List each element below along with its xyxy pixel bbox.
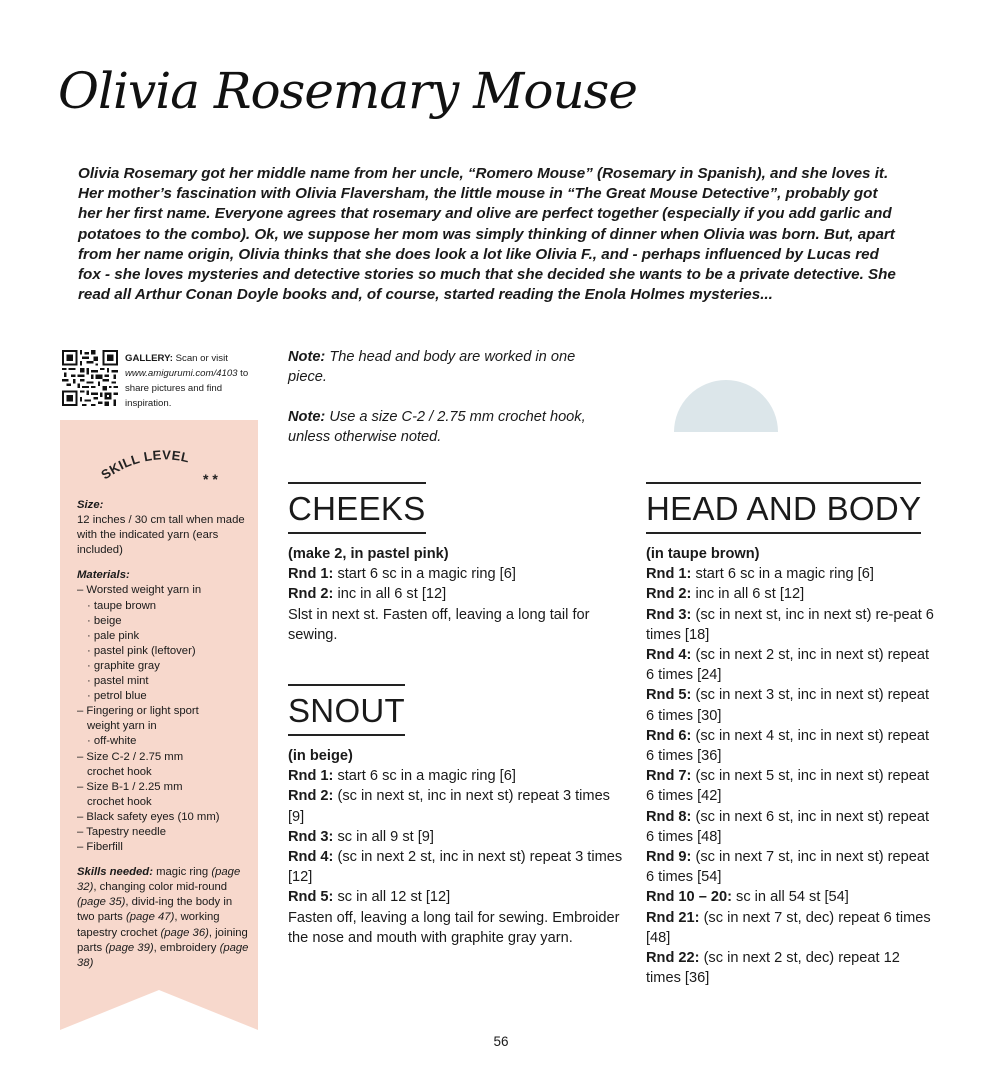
note-text: Use a size C-2 / 2.75 mm crochet hook, unless otherwise noted.: [288, 409, 586, 445]
round-label: Rnd 2:: [288, 788, 334, 805]
list-item: crochet hook: [87, 765, 152, 778]
round-text: (sc in next 6 st, inc in next st) repeat 6 times [48]: [646, 808, 930, 845]
list-item: – Worsted weight yarn in: [77, 584, 202, 597]
list-item: [646, 908, 936, 948]
round-label: Rnd 2:: [288, 586, 334, 603]
list-item: [646, 887, 936, 907]
round-label: Rnd 4:: [288, 849, 334, 866]
list-item: [646, 948, 936, 988]
snout-section: [288, 684, 628, 948]
list-item: crochet hook: [87, 795, 152, 808]
list-item: [646, 807, 936, 847]
round-label: Rnd 6:: [646, 727, 692, 744]
round-label: Rnd 3:: [288, 828, 334, 845]
skills-text: , embroidery: [153, 941, 220, 954]
round-label: Rnd 3:: [646, 606, 692, 623]
materials-label: Materials:: [77, 569, 130, 582]
notes: [288, 347, 608, 467]
round-text: sc in all 54 st [54]: [731, 889, 849, 906]
gallery-text-2: to share pictures and find inspiration.: [125, 368, 249, 409]
gallery-note: [125, 351, 260, 411]
size-text: 12 inches / 30 cm tall when made with the indicated yarn (ears included): [77, 514, 245, 557]
round-text: sc in all 9 st [9]: [333, 828, 434, 845]
list-item: [646, 584, 936, 604]
skills-label: Skills needed:: [77, 866, 153, 879]
list-item: – Size B-1 / 2.25 mm: [77, 780, 183, 793]
round-text: inc in all 6 st [12]: [691, 586, 805, 603]
gallery-url: www.amigurumi.com/4103: [125, 368, 238, 379]
intro-paragraph: Olivia Rosemary got her middle name from her uncle, “Romero Mouse” (Rosemary in Spanish), and she loves it. Her mother’s fascination with Olivia Flaversham, the little mouse in “The Great Mouse Detective”, probably got her her first name. Everyone agrees that rosemary and olive are perfect together (especially if you add garlic and potatoes to the combo). Ok, we suppose her mom was simply thinking of dinner when Olivia was born. But, apart from her name origin, Olivia thinks that she does look a lot like Olivia F., and - perhaps influenced by Lucas red fox - she loves mysteries and detective stories so much that she decided she wants to be a private detective. She read all Arthur Conan Doyle books and, of course, started reading the Enola Holmes mysteries...: [78, 165, 896, 304]
round-text: (sc in next 2 st, inc in next st) repeat 6 times [24]: [646, 647, 930, 684]
round-label: Rnd 10 – 20:: [646, 889, 732, 906]
page-ref: (page 47): [125, 911, 175, 924]
round-label: Rnd 2:: [646, 586, 692, 603]
skills-text: magic ring: [152, 866, 212, 879]
round-label: Rnd 9:: [646, 849, 692, 866]
svg-text:SKILL LEVEL: [98, 447, 191, 482]
gallery-label: GALLERY:: [125, 353, 173, 364]
round-text: (sc in next st, inc in next st) re-peat 6 times [18]: [646, 606, 934, 643]
round-label: Rnd 1:: [288, 768, 334, 785]
list-item: [288, 887, 628, 907]
round-text: (sc in next 5 st, inc in next st) repeat 6 times [42]: [646, 768, 930, 805]
list-item: [288, 584, 628, 604]
skills-needed: [77, 865, 252, 971]
size-label: Size:: [77, 499, 104, 511]
list-item: · pastel pink (leftover): [87, 644, 196, 657]
head-body-heading: HEAD AND BODY: [646, 482, 921, 534]
page-ref: (page 39): [105, 941, 154, 954]
list-item: · pale pink: [87, 629, 140, 642]
materials-list: [77, 583, 252, 855]
skill-stars: * *: [203, 471, 218, 487]
list-item: · pastel mint: [87, 675, 149, 688]
skills-text: , joining parts: [77, 926, 248, 954]
skills-text: , divid-ing the body in two parts: [77, 896, 233, 924]
list-item: – Size C-2 / 2.75 mm: [77, 750, 184, 763]
round-text: Fasten off, leaving a long tail for sewing. Embroider the nose and mouth with graphite gray yarn.: [288, 909, 620, 946]
list-item: [288, 564, 628, 584]
round-text: start 6 sc in a magic ring [6]: [333, 768, 516, 785]
note-label: Note:: [288, 349, 326, 365]
skills-text: , changing color mid-round: [93, 881, 228, 894]
skill-level-label: SKILL LEVEL: [98, 447, 192, 483]
head-body-section: [646, 482, 936, 988]
note-text: The head and body are worked in one piece.: [288, 349, 576, 385]
list-item: [288, 605, 628, 645]
round-label: Rnd 7:: [646, 768, 692, 785]
sidebar-info: [77, 498, 252, 971]
round-label: Rnd 1:: [646, 566, 692, 583]
page-ref: (page 36): [160, 926, 209, 939]
page-ref: (page 35): [77, 896, 126, 909]
round-text: (sc in next 3 st, inc in next st) repeat 6 times [30]: [646, 687, 930, 724]
snout-subtitle: (in beige): [288, 748, 353, 764]
list-item: [288, 766, 628, 786]
round-label: Rnd 4:: [646, 647, 692, 664]
list-item: [646, 564, 936, 584]
list-item: – Black safety eyes (10 mm): [77, 810, 220, 823]
round-label: Rnd 1:: [288, 566, 334, 583]
cheeks-subtitle: (make 2, in pastel pink): [288, 546, 449, 562]
list-item: · off-white: [87, 735, 137, 748]
gallery-text: Scan or visit: [172, 353, 228, 364]
round-text: inc in all 6 st [12]: [333, 586, 447, 603]
list-item: · graphite gray: [87, 659, 160, 672]
skill-level-badge: [95, 438, 235, 488]
round-label: Rnd 5:: [288, 889, 334, 906]
list-item: – Fingering or light sport: [77, 705, 199, 718]
round-text: (sc in next 2 st, inc in next st) repeat 3 times [12]: [288, 849, 623, 886]
list-item: weight yarn in: [87, 720, 157, 733]
skills-text: , working tapestry crochet: [77, 911, 220, 939]
list-item: [646, 847, 936, 887]
round-label: Rnd 22:: [646, 950, 700, 967]
decorative-semicircle: [674, 378, 778, 432]
round-label: Rnd 8:: [646, 808, 692, 825]
list-item: [288, 786, 628, 826]
round-text: (sc in next 7 st, dec) repeat 6 times [48]: [646, 909, 931, 946]
list-item: · taupe brown: [87, 599, 157, 612]
round-label: Rnd 5:: [646, 687, 692, 704]
round-text: (sc in next 2 st, dec) repeat 12 times [36]: [646, 950, 900, 987]
page-number: 56: [493, 1034, 509, 1049]
list-item: [646, 685, 936, 725]
round-text: Slst in next st. Fasten off, leaving a long tail for sewing.: [288, 606, 590, 643]
list-item: · petrol blue: [87, 690, 147, 703]
snout-heading: SNOUT: [288, 684, 405, 736]
round-text: (sc in next 4 st, inc in next st) repeat 6 times [36]: [646, 727, 930, 765]
page-title: Olivia Rosemary Mouse: [58, 62, 637, 120]
list-item: – Tapestry needle: [77, 825, 166, 838]
page-ref: (page 32): [77, 866, 241, 894]
round-text: (sc in next 7 st, inc in next st) repeat 6 times [54]: [646, 849, 930, 886]
list-item: – Fiberfill: [77, 841, 123, 854]
round-text: start 6 sc in a magic ring [6]: [333, 566, 516, 583]
cheeks-section: [288, 482, 628, 645]
list-item: [288, 908, 628, 948]
head-body-subtitle: (in taupe brown): [646, 546, 760, 562]
list-item: [288, 847, 628, 887]
note-label: Note:: [288, 409, 326, 425]
round-label: Rnd 21:: [646, 909, 700, 926]
qr-code-icon: [62, 350, 118, 406]
round-text: start 6 sc in a magic ring [6]: [691, 566, 874, 583]
list-item: [288, 827, 628, 847]
list-item: [646, 645, 936, 685]
list-item: · beige: [87, 614, 122, 627]
round-text: (sc in next st, inc in next st) repeat 3 times [9]: [288, 788, 610, 825]
note-2: [288, 407, 608, 447]
note-1: [288, 347, 608, 387]
list-item: [646, 726, 936, 766]
list-item: [646, 766, 936, 806]
cheeks-heading: CHEEKS: [288, 482, 426, 534]
round-text: sc in all 12 st [12]: [333, 889, 451, 906]
list-item: [646, 605, 936, 645]
page-ref: (page 38): [77, 941, 249, 969]
